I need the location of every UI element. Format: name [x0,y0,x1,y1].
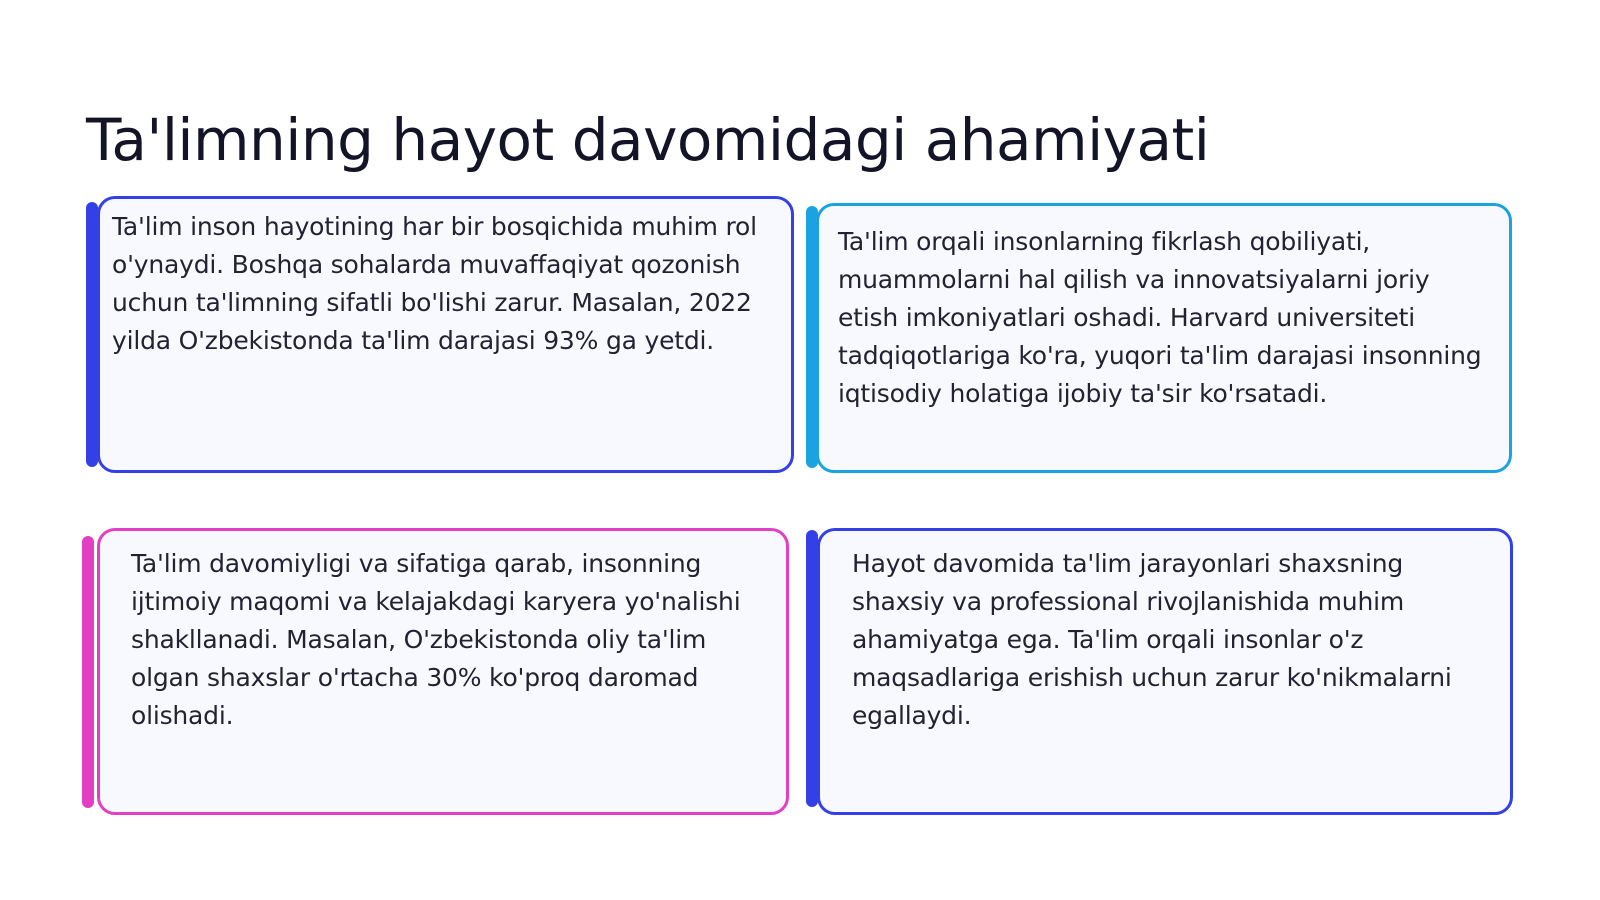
card-4-text: Hayot davomida ta'lim jarayonlari shaxsning shaxsiy va professional rivojlanishida muhim ahamiyatga ega. Ta'lim orqali insonlar o'z maqsadlariga erishish uchun zarur ko'nikmalarni egallaydi. [852,549,1452,730]
card-3-text: Ta'lim davomiyligi va sifatiga qarab, insonning ijtimoiy maqomi va kelajakdagi karyera yo'nalishi shakllanadi. Masalan, O'zbekistonda oliy ta'lim olgan shaxslar o'rtacha 30% ko'proq daromad olishadi. [131,549,741,730]
card-1-text: Ta'lim inson hayotining har bir bosqichida muhim rol o'ynaydi. Boshqa sohalarda muvaffaqiyat qozonish uchun ta'limning sifatli bo'lishi zarur. Masalan, 2022 yilda O'zbekistonda ta'lim darajasi 93% ga yetdi. [112,212,757,355]
card-2-accent-bar [806,206,818,468]
card-1-accent-bar [86,202,98,467]
card-2-text: Ta'lim orqali insonlarning fikrlash qobiliyati, muammolarni hal qilish va innovatsiyalarni joriy etish imkoniyatlari oshadi. Harvard universiteti tadqiqotlariga ko'ra, yuqori ta'lim darajasi insonning iqtisodiy holatiga ijobiy ta'sir ko'rsatadi. [838,227,1482,408]
slide-title: Ta'limning hayot davomidagi ahamiyati [86,106,1210,174]
card-3-accent-bar [82,536,94,808]
card-4-accent-bar [806,530,818,807]
